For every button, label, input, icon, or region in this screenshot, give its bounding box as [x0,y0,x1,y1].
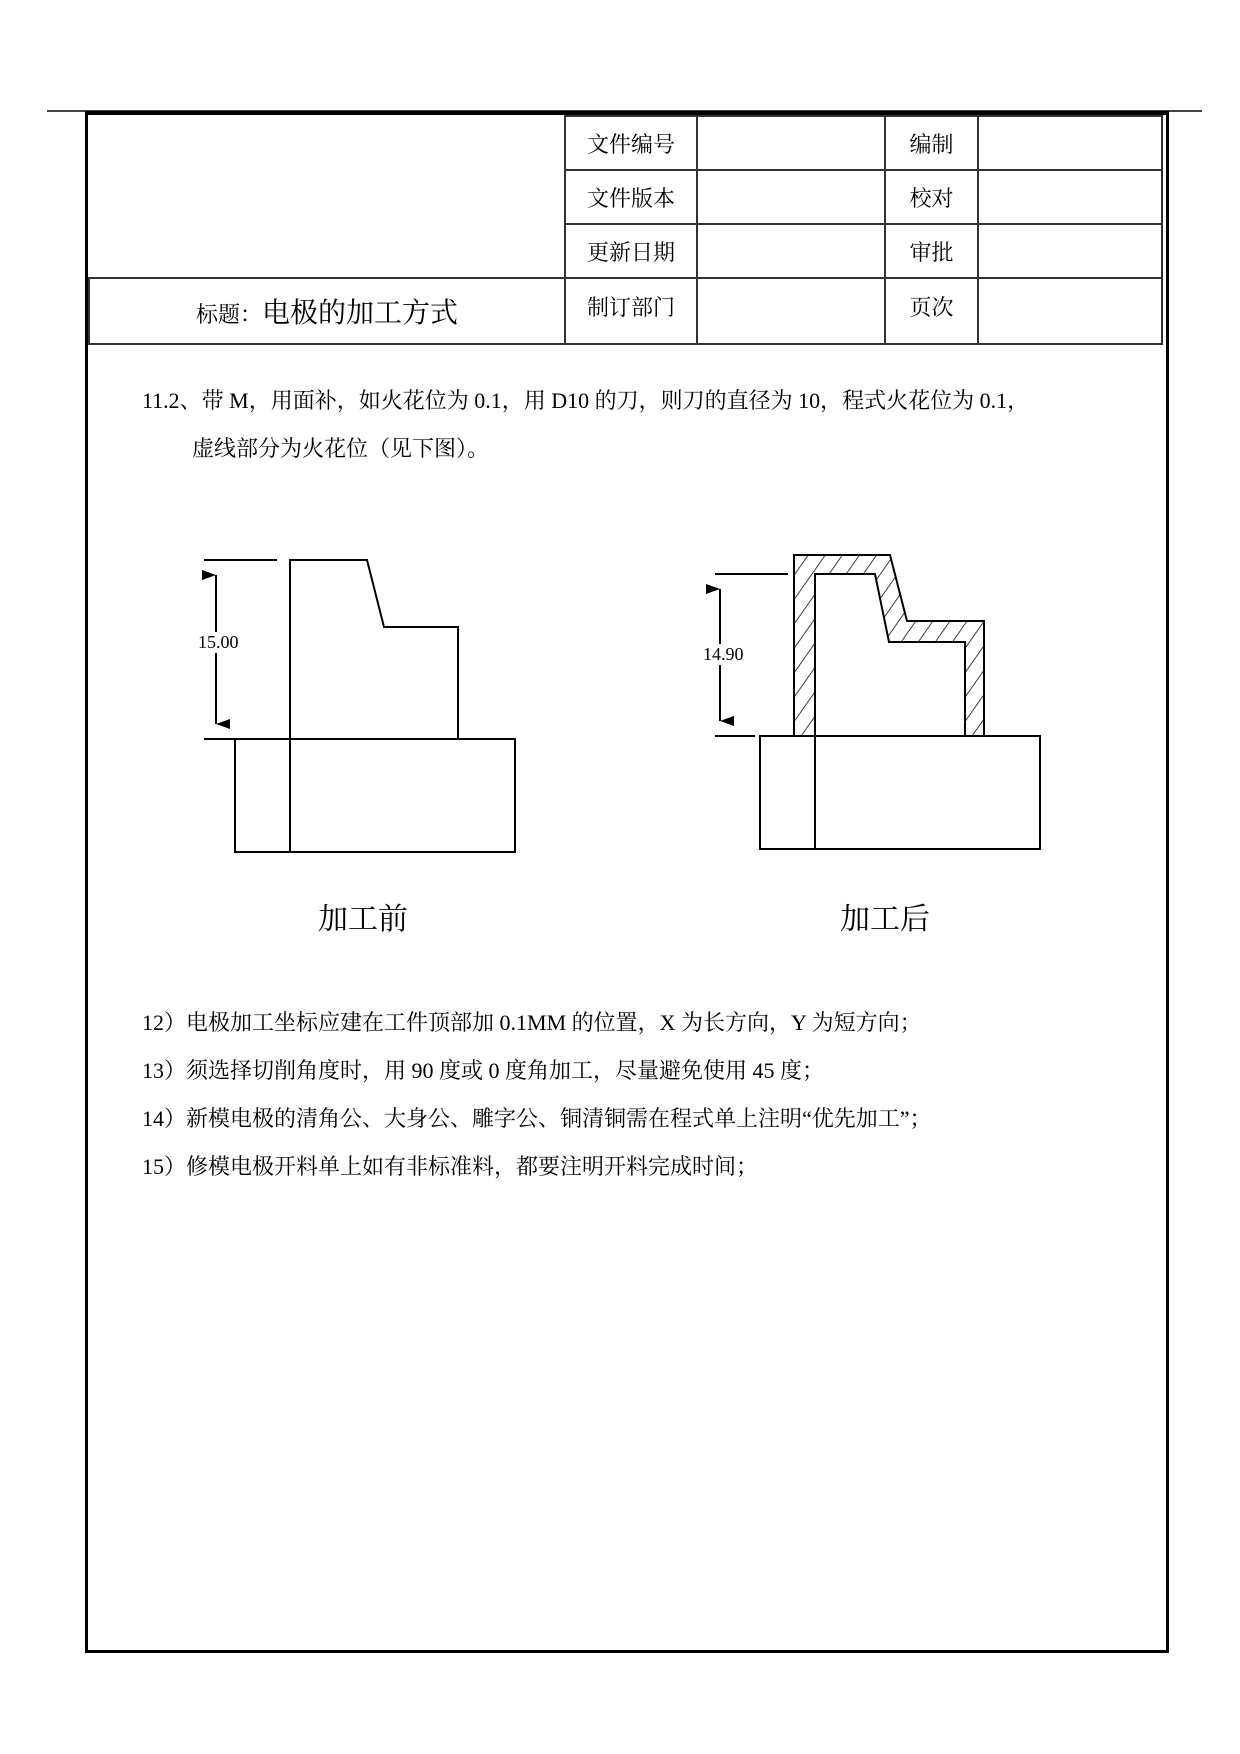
title-text: 电极的加工方式 [262,298,459,329]
caption-after: 加工后 [840,903,930,936]
list-item: 15）修模电极开料单上如有非标准料，都要注明开料完成时间； [142,1154,759,1179]
title-prefix: 标题： [195,302,262,327]
department-label: 制订部门 [565,278,697,344]
page-label: 页次 [885,278,978,344]
figure-after [715,555,1040,849]
checked-by-label: 校对 [885,170,978,224]
caption-before: 加工前 [318,903,408,936]
doc-version-label: 文件版本 [565,170,697,224]
prepared-by-label: 编制 [885,116,978,170]
base-block [235,739,515,852]
dimension-label-before: 15.00 [198,632,239,652]
approved-by-label: 审批 [885,224,978,278]
update-date-label: 更新日期 [565,224,697,278]
list-item: 13）须选择切削角度时，用 90 度或 0 度角加工，尽量避免使用 45 度； [142,1058,825,1083]
figure-before [204,560,515,852]
spark-gap-hatch [794,555,984,736]
item-11-2-line2: 虚线部分为火花位（见下图）。 [192,436,490,461]
item-11-2-line1: 11.2、带 M，用面补，如火花位为 0.1，用 D10 的刀，则刀的直径为 10，程式火花位为 0.1， [142,388,1030,413]
dimension-label-after: 14.90 [703,644,744,664]
electrode-outline [290,560,458,739]
list-item: 14）新模电极的清角公、大身公、雕字公、铜清铜需在程式单上注明“优先加工”； [142,1106,932,1131]
list-item: 12）电极加工坐标应建在工件顶部加 0.1MM 的位置，X 为长方向，Y 为短方向； [142,1010,922,1035]
doc-number-label: 文件编号 [565,116,697,170]
base-block [760,736,1040,849]
